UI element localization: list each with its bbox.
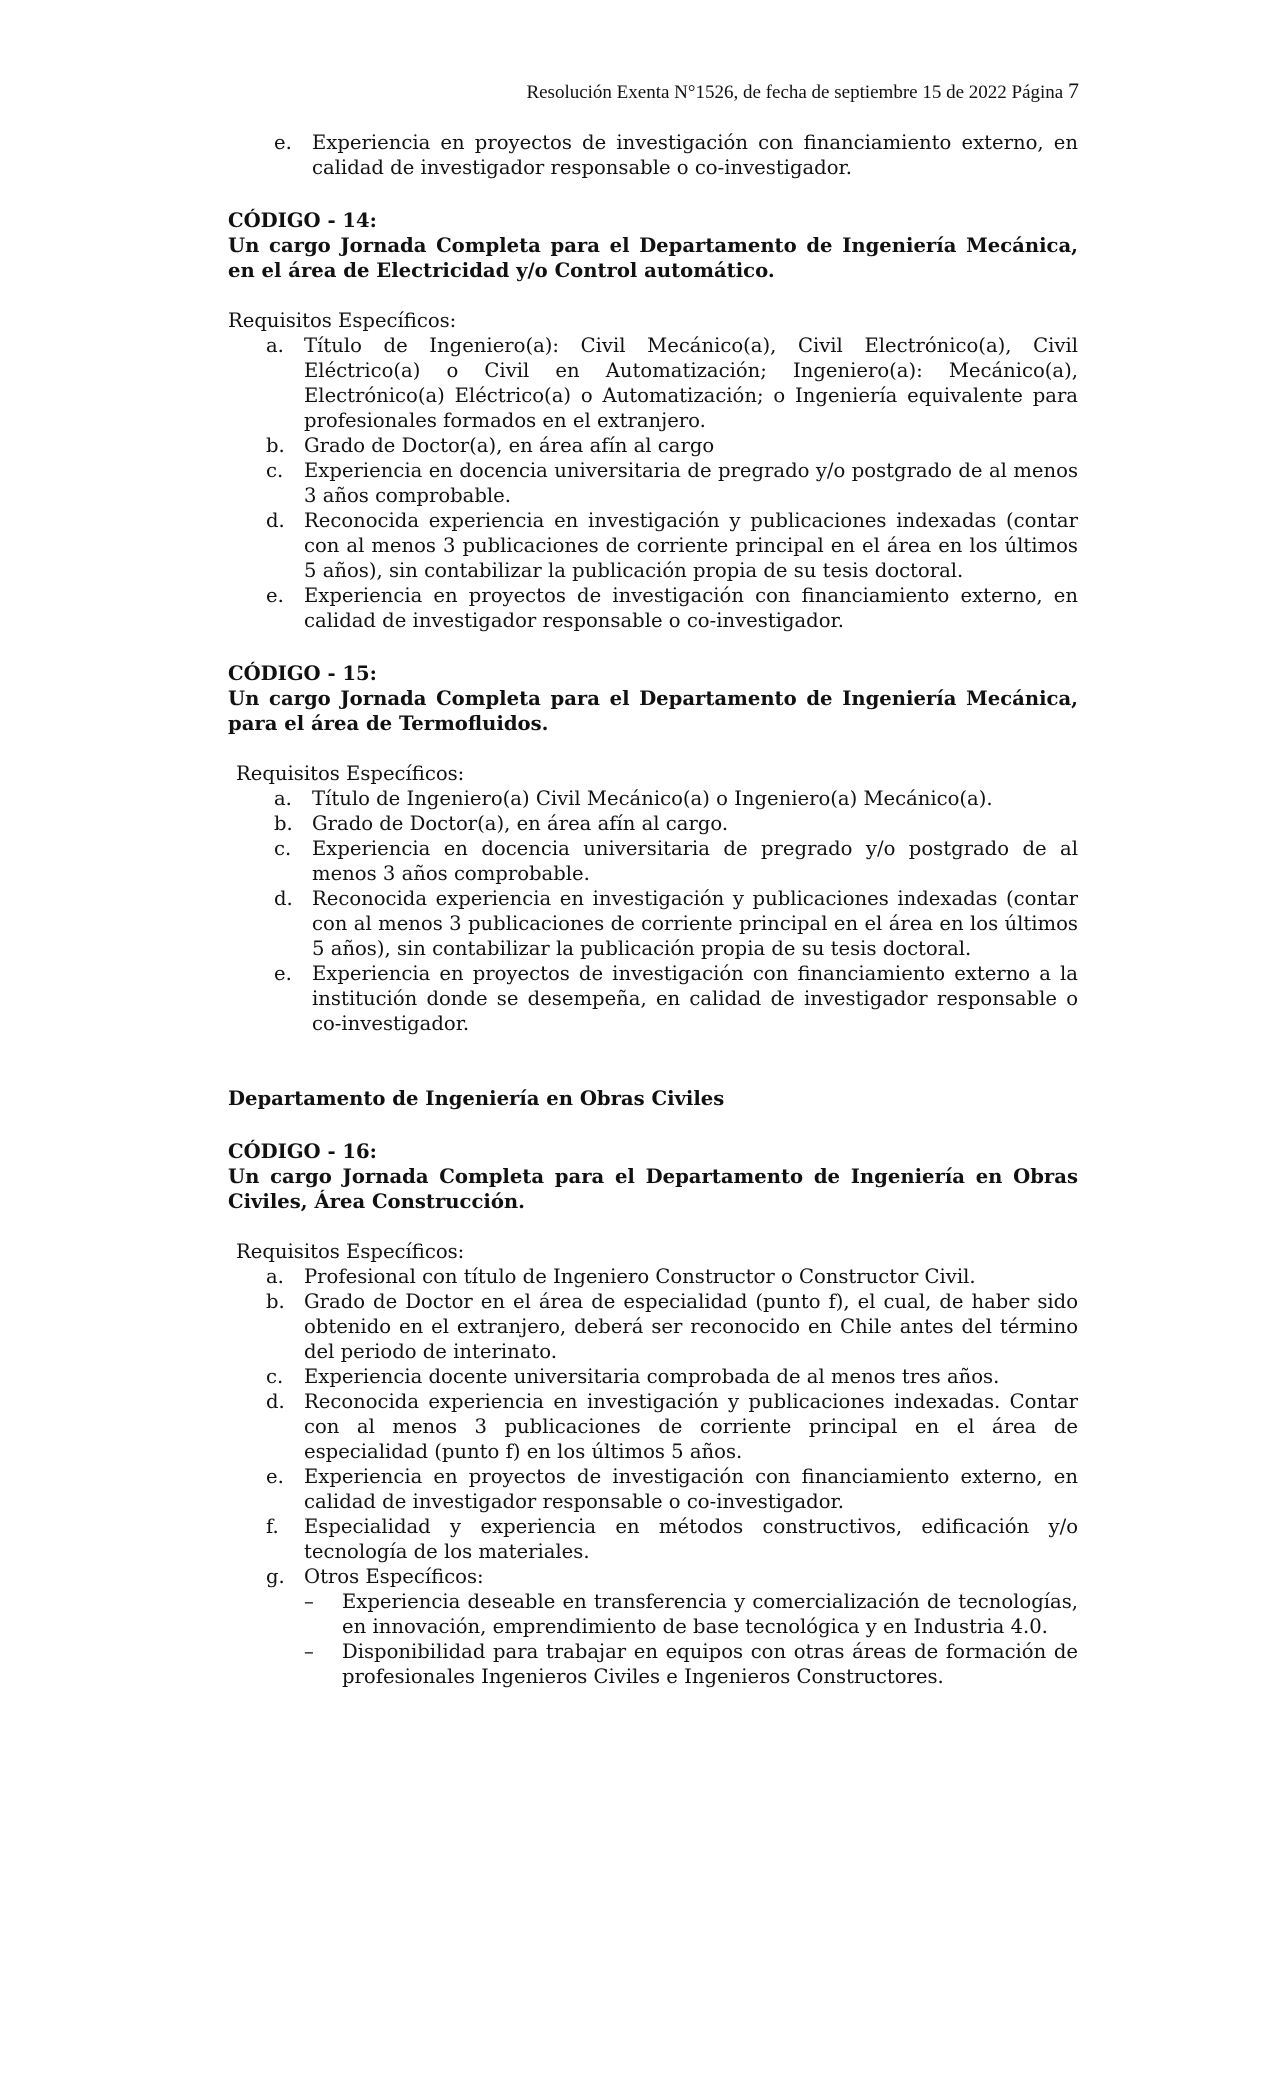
section-title: Un cargo Jornada Completa para el Departamento de Ingeniería Mecánica, para el área de Termofluidos. (228, 687, 1078, 735)
item-label: d. (266, 1390, 285, 1413)
requirements-label: Requisitos Específicos: (236, 762, 465, 785)
item-text: Experiencia docente universitaria comprobada de al menos tres años. (304, 1365, 1000, 1388)
list-item (228, 583, 1078, 633)
list-item (228, 886, 1078, 961)
item-text: Experiencia en proyectos de investigación con financiamiento externo, en calidad de investigador responsable o co-investigador. (304, 584, 1078, 632)
item-label: b. (266, 434, 285, 457)
item-text: Experiencia en proyectos de investigación con financiamiento externo, en calidad de investigador responsable o co-investigador. (312, 131, 1078, 179)
item-text: Experiencia deseable en transferencia y comercialización de tecnologías, en innovación, emprendimiento de base tecnológica y en Industria 4.0. (342, 1590, 1078, 1638)
item-text: Título de Ingeniero(a): Civil Mecánico(a), Civil Electrónico(a), Civil Eléctrico(a) o Civil en Automatización; Ingeniero(a): Mecánico(a), Electrónico(a) Eléctrico(a) o Automatización; o Ingeniería equivalente para profesionales formados en el extranjero. (304, 334, 1078, 432)
list-item (228, 961, 1078, 1036)
item-label: e. (274, 131, 292, 154)
requirements-list (228, 786, 1078, 1036)
requirements-list (228, 1264, 1078, 1589)
list-item (228, 836, 1078, 886)
item-label: g. (266, 1565, 285, 1588)
list-item (228, 1464, 1078, 1514)
item-text: Otros Específicos: (304, 1565, 484, 1588)
item-text: Reconocida experiencia en investigación y publicaciones indexadas (contar con al menos 3 publicaciones de corriente principal en el área en los últimos 5 años), sin contabilizar la publicación propia de su tesis doctoral. (312, 887, 1078, 960)
list-item (228, 1389, 1078, 1464)
item-label: c. (274, 837, 292, 860)
sub-list-item (228, 1589, 1078, 1639)
header-text: Resolución Exenta N°1526, de fecha de septiembre 15 de 2022 Página (526, 82, 1064, 103)
item-text: Especialidad y experiencia en métodos constructivos, edificación y/o tecnología de los materiales. (304, 1515, 1078, 1563)
list-item (228, 433, 1078, 458)
item-text: Experiencia en docencia universitaria de pregrado y/o postgrado de al menos 3 años comprobable. (312, 837, 1078, 885)
section-code: CÓDIGO - 14: (228, 209, 377, 232)
list-item (228, 1514, 1078, 1564)
item-text: Reconocida experiencia en investigación y publicaciones indexadas (contar con al menos 3 publicaciones de corriente principal en el área en los últimos 5 años), sin contabilizar la publicación propia de su tesis doctoral. (304, 509, 1078, 582)
section-title: Un cargo Jornada Completa para el Departamento de Ingeniería Mecánica, en el área de Electricidad y/o Control automático. (228, 234, 1078, 282)
document-body (228, 130, 1078, 1689)
section-codigo-15 (228, 661, 1078, 1036)
item-text: Experiencia en proyectos de investigación con financiamiento externo a la institución donde se desempeña, en calidad de investigador responsable o co-investigador. (312, 962, 1078, 1035)
item-text: Grado de Doctor en el área de especialidad (punto f), el cual, de haber sido obtenido en el extranjero, deberá ser reconocido en Chile antes del término del periodo de interinato. (304, 1290, 1078, 1363)
list-item (228, 1289, 1078, 1364)
list-item (228, 458, 1078, 508)
list-item (228, 508, 1078, 583)
page-number: 7 (1068, 78, 1079, 103)
item-text: Disponibilidad para trabajar en equipos con otras áreas de formación de profesionales Ingenieros Civiles e Ingenieros Constructores. (342, 1640, 1078, 1688)
item-label: a. (274, 787, 292, 810)
sub-requirements-list (228, 1589, 1078, 1689)
item-text: Reconocida experiencia en investigación y publicaciones indexadas. Contar con al menos 3 publicaciones de corriente principal en el área de especialidad (punto f) en los últimos 5 años. (304, 1390, 1078, 1463)
department-heading: Departamento de Ingeniería en Obras Civiles (228, 1087, 725, 1110)
requirements-label: Requisitos Específicos: (236, 1240, 465, 1263)
item-label: e. (266, 584, 284, 607)
requirements-list (228, 333, 1078, 633)
item-label: b. (274, 812, 293, 835)
item-text: Profesional con título de Ingeniero Constructor o Constructor Civil. (304, 1265, 976, 1288)
section-title: Un cargo Jornada Completa para el Departamento de Ingeniería en Obras Civiles, Área Construcción. (228, 1165, 1078, 1213)
section-codigo-14 (228, 208, 1078, 633)
list-item (228, 130, 1078, 180)
item-text: Título de Ingeniero(a) Civil Mecánico(a) o Ingeniero(a) Mecánico(a). (312, 787, 993, 810)
list-item (228, 1564, 1078, 1589)
section-code: CÓDIGO - 15: (228, 662, 377, 685)
item-text: Grado de Doctor(a), en área afín al cargo. (312, 812, 729, 835)
intro-list (228, 130, 1078, 180)
page-header (526, 78, 1079, 104)
item-text: Grado de Doctor(a), en área afín al cargo (304, 434, 715, 457)
dash-marker: – (304, 1590, 314, 1613)
list-item (228, 811, 1078, 836)
item-label: c. (266, 1365, 284, 1388)
item-label: e. (266, 1465, 284, 1488)
item-label: f. (266, 1515, 279, 1538)
list-item (228, 1364, 1078, 1389)
requirements-label: Requisitos Específicos: (228, 309, 457, 332)
item-label: d. (274, 887, 293, 910)
section-code: CÓDIGO - 16: (228, 1140, 377, 1163)
item-label: e. (274, 962, 292, 985)
item-label: c. (266, 459, 284, 482)
item-label: a. (266, 1265, 284, 1288)
item-label: a. (266, 334, 284, 357)
item-label: d. (266, 509, 285, 532)
item-text: Experiencia en docencia universitaria de pregrado y/o postgrado de al menos 3 años comprobable. (304, 459, 1078, 507)
item-label: b. (266, 1290, 285, 1313)
list-item (228, 786, 1078, 811)
item-text: Experiencia en proyectos de investigación con financiamiento externo, en calidad de investigador responsable o co-investigador. (304, 1465, 1078, 1513)
sub-list-item (228, 1639, 1078, 1689)
section-codigo-16 (228, 1139, 1078, 1689)
list-item (228, 333, 1078, 433)
list-item (228, 1264, 1078, 1289)
dash-marker: – (304, 1640, 314, 1663)
